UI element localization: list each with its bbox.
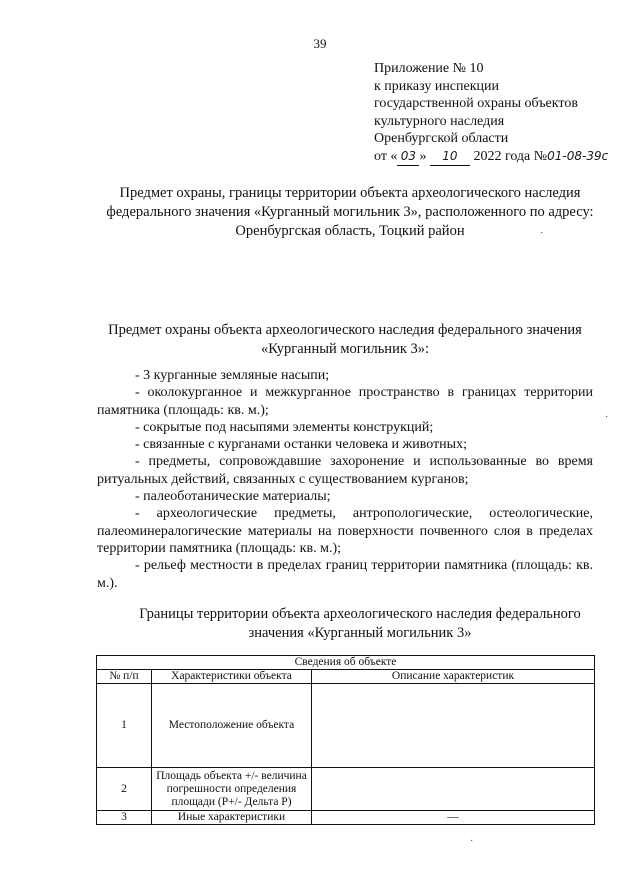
date-mid: » — [419, 148, 427, 164]
boundaries-title: Границы территории объекта археологического наследия федерального значения «Курганный могильник 3» — [139, 606, 581, 641]
table-row — [97, 768, 595, 811]
table-header: Описание характеристик — [312, 670, 595, 684]
row-description — [312, 684, 595, 768]
handwritten-month: 10 — [430, 148, 470, 167]
list-item: - 3 курганные земляные насыпи; — [135, 368, 330, 383]
appendix-line: Приложение № 10 — [374, 61, 484, 76]
list-item: - связанные с курганами останки человека и животных; — [135, 437, 467, 453]
list-item: - палеоботанические материалы; — [135, 489, 331, 505]
scan-speck: · — [605, 412, 609, 423]
document-title: Предмет охраны, границы территории объекта археологического наследия федерального значения «Курганный могильник 3», расположенного по адресу: Оренбургская область, Тоцкий район — [106, 185, 594, 239]
scan-speck: · — [470, 836, 474, 847]
row-description: — — [312, 811, 595, 825]
date-suffix: 2022 года № — [473, 148, 548, 164]
date-prefix: от « — [374, 148, 398, 164]
appendix-date-line — [374, 148, 608, 167]
subject-title: Предмет охраны объекта археологического наследия федерального значения «Курганный могильник 3»: — [108, 322, 582, 357]
subject-list — [97, 367, 593, 592]
table-caption: Сведения об объекте — [97, 656, 595, 670]
object-info-table — [96, 655, 595, 825]
table-row — [97, 684, 595, 768]
appendix-line: Оренбургской области — [374, 131, 509, 146]
list-item: - сокрытые под насыпями элементы конструкций; — [135, 419, 434, 435]
table-header: Характеристики объекта — [152, 670, 312, 684]
row-number: 2 — [97, 768, 152, 811]
row-number: 1 — [97, 684, 152, 768]
handwritten-day: 03 — [397, 148, 419, 167]
list-item: - предметы, сопровождавшие захоронение и использованные во время ритуальных действий, связанных с существованием курганов; — [97, 454, 593, 487]
row-number: 3 — [97, 811, 152, 825]
handwritten-order-number: 01-08-39с — [547, 148, 609, 163]
row-description — [312, 768, 595, 811]
list-item: - околокурганное и межкурганное пространство в границах территории памятника (площадь: кв. м.); — [97, 385, 593, 418]
scan-speck: · — [540, 228, 544, 239]
row-characteristic: Иные характеристики — [152, 811, 312, 825]
appendix-line: культурного наследия — [374, 113, 505, 129]
table-row — [97, 811, 595, 825]
row-characteristic: Местоположение объекта — [152, 684, 312, 768]
appendix-line: государственной охраны объектов — [374, 96, 578, 111]
list-item: - рельеф местности в пределах границ территории памятника (площадь: кв. м.). — [97, 558, 593, 591]
page-number: 39 — [313, 36, 327, 51]
appendix-block — [374, 60, 608, 166]
row-characteristic: Площадь объекта +/- величина погрешности определения площади (Р+/- Дельта Р) — [152, 768, 312, 811]
table-header: № п/п — [97, 670, 152, 684]
list-item: - археологические предметы, антропологические, остеологические, палеоминералогические материалы на поверхности почвенного слоя в пределах территории памятника (площадь: кв. м.); — [97, 506, 593, 556]
appendix-line: к приказу инспекции — [374, 78, 500, 94]
